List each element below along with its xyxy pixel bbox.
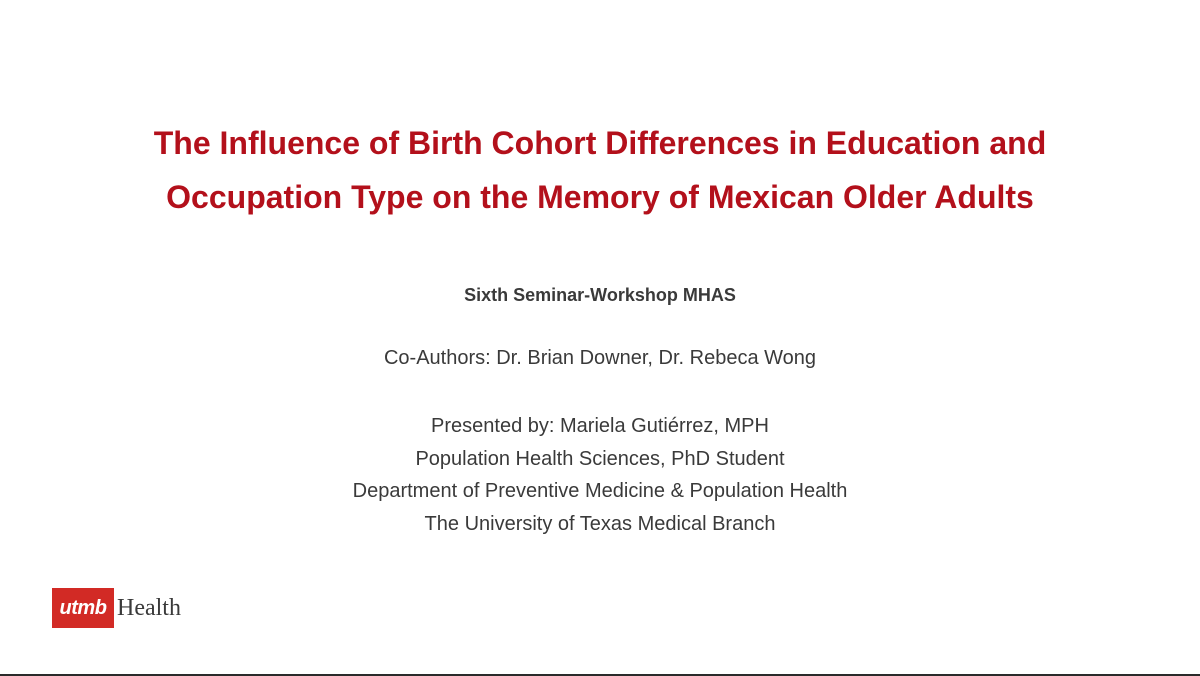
coauthors-line: Co-Authors: Dr. Brian Downer, Dr. Rebeca Wong [383,347,817,369]
utmb-health-logo [52,588,181,628]
presenter-line-3: Department of Preventive Medicine & Population Health [352,480,848,502]
title-line-1: The Influence of Birth Cohort Differences in Education and [153,125,1047,161]
presenter-line-1: Presented by: Mariela Gutiérrez, MPH [431,415,769,437]
slide-title [0,116,1200,224]
logo-box: utmb [52,588,114,628]
logo-text: Health [117,594,181,621]
seminar-subtitle: Sixth Seminar-Workshop MHAS [464,285,736,305]
presenter-line-4: The University of Texas Medical Branch [424,512,776,535]
presenter-info [0,410,1200,540]
presenter-line-2: Population Health Sciences, PhD Student [415,447,785,470]
title-line-2: Occupation Type on the Memory of Mexican Older Adults [166,179,1034,215]
